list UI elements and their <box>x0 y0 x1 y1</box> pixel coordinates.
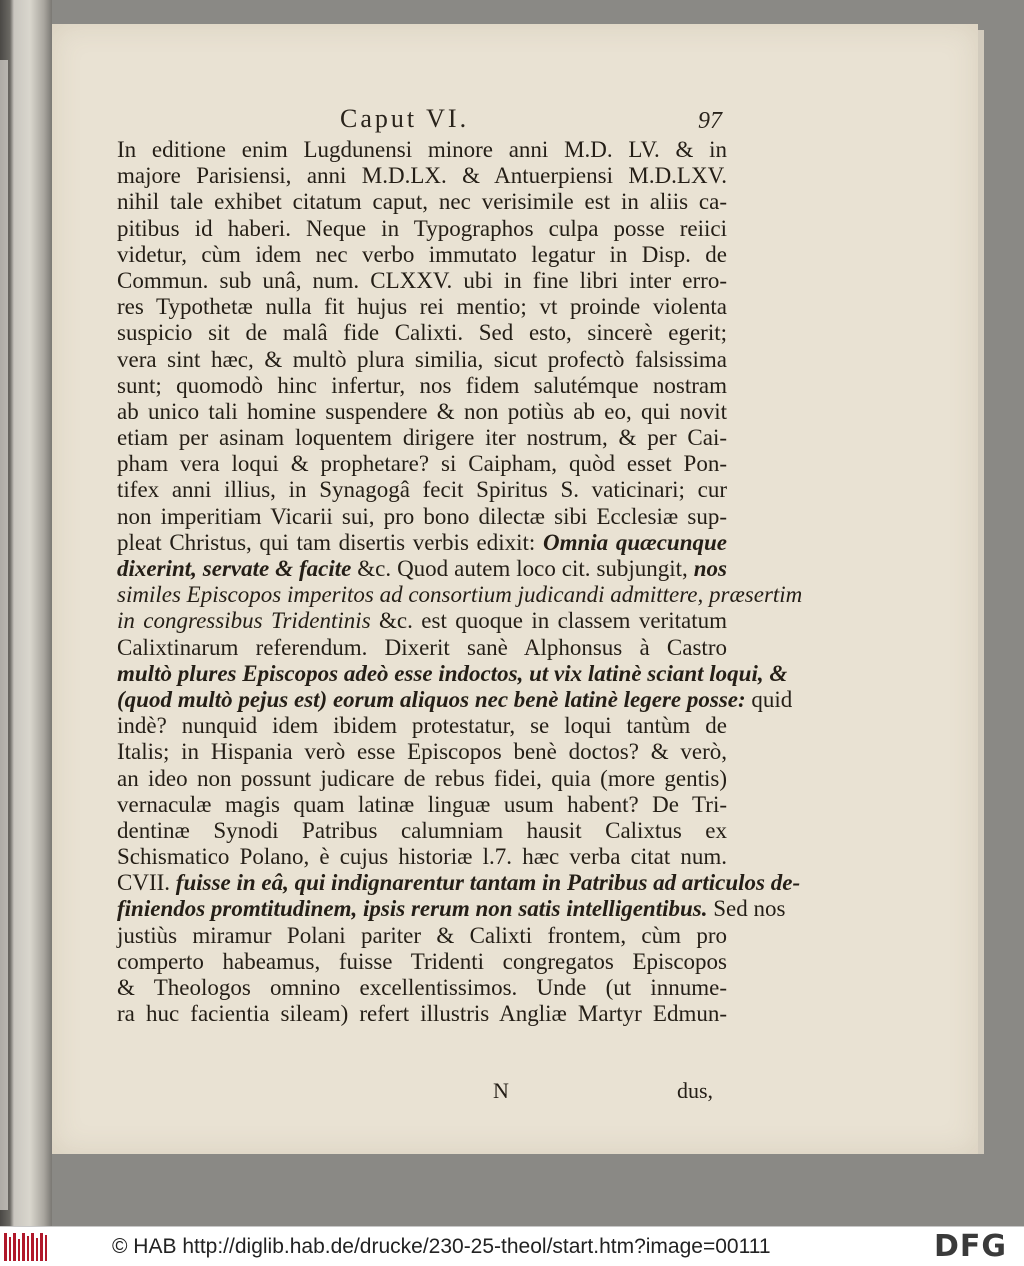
previous-page-strip <box>0 60 8 1210</box>
italic-quote: dixerint, servate & facite <box>117 556 352 581</box>
text-span: &c. Quod autem loco cit. subjungit, <box>357 556 688 581</box>
text-line: & Theologos omnino excellentissimos. Unde (ut innume- <box>117 975 727 1000</box>
text-line-italic: multò plures Episcopos adeò esse indoctos, ut vix latinè sciant loqui, & <box>117 660 788 686</box>
text-span: &c. est quoque in classem veritatum <box>379 608 727 634</box>
text-span: CVII. <box>117 870 171 896</box>
text-line: nihil tale exhibet citatum caput, nec verisimile est in aliis ca- <box>117 189 727 215</box>
text-line: indè? nunquid idem ibidem protestatur, se loqui tantùm de <box>117 713 727 739</box>
text-line: tifex anni illius, in Synagogâ fecit Spiritus S. vaticinari; cur <box>117 477 727 503</box>
text-line: suspicio sit de malâ fide Calixti. Sed esto, sincerè egerit; <box>117 320 727 346</box>
text-line <box>117 530 727 556</box>
text-line: Calixtinarum referendum. Dixerit sanè Alphonsus à Castro <box>117 634 727 660</box>
italic-quote: (quod multò pejus est) eorum aliquos nec benè latinè legere posse: <box>117 686 746 712</box>
text-line <box>117 686 793 713</box>
hab-barcode-logo-icon <box>4 1233 48 1261</box>
italic-quote: in congressibus Tridentinis <box>117 608 371 634</box>
italic-quote: finiendos promtitudinem, ipsis rerum non satis intelligentibus. <box>117 896 708 922</box>
text-span: pleat Christus, qui tam disertis verbis edixit: <box>117 529 536 555</box>
text-line: Schismatico Polano, è cujus historiæ l.7. hæc verba citat num. <box>117 844 727 870</box>
text-line: res Typothetæ nulla fit hujus rei mentio; vt proinde violenta <box>117 294 727 320</box>
text-line: comperto habeamus, fuisse Tridenti congregatos Episcopos <box>117 948 727 974</box>
text-line: pitibus id haberi. Neque in Typographos culpa posse reiici <box>117 215 727 241</box>
text-line: ab unico tali homine suspendere & non potiùs ab eo, qui novit <box>117 398 727 424</box>
catchword: dus, <box>677 1078 714 1103</box>
running-head: Caput VI. <box>340 104 470 133</box>
text-line: ra huc facientia sileam) refert illustris Angliæ Martyr Edmun- <box>117 1001 727 1027</box>
text-line: majore Parisiensi, anni M.D.LX. & Antuerpiensi M.D.LXV. <box>117 163 727 189</box>
text-line: non imperitiam Vicarii sui, pro bono dilectæ sibi Ecclesiæ sup- <box>117 503 727 529</box>
text-line: videtur, cùm idem nec verbo immutato legatur in Disp. de <box>117 241 727 267</box>
text-line: Italis; in Hispania verò esse Episcopos benè doctos? & verò, <box>117 739 727 765</box>
italic-quote: Omnia quæcunque <box>542 529 728 555</box>
text-line <box>117 870 801 896</box>
text-line <box>117 608 727 634</box>
citation-link[interactable]: © HAB http://diglib.hab.de/drucke/230-25-theol/start.htm?image=00111 <box>112 1235 771 1258</box>
text-line: In editione enim Lugdunensi minore anni M.D. LV. & in <box>117 137 727 162</box>
scan-background <box>52 1155 1024 1225</box>
text-line: etiam per asinam loquentem dirigere iter nostrum, & per Cai- <box>117 425 727 451</box>
text-line: Commun. sub unâ, num. CLXXV. ubi in fine libri inter erro- <box>117 267 727 293</box>
signature-mark: N <box>493 1078 509 1103</box>
text-line: sunt; quomodò hinc infertur, nos fidem salutémque nostram <box>117 372 727 398</box>
body-text <box>117 137 803 1027</box>
page-edge <box>978 30 984 1154</box>
text-line-italic: similes Episcopos imperitos ad consortium judicandi admittere, præsertim <box>117 582 803 608</box>
text-span: Sed nos <box>713 896 786 922</box>
text-line <box>117 556 727 582</box>
text-line: dentinæ Synodi Patribus calumniam hausit Calixtus ex <box>117 817 727 843</box>
text-line: justiùs miramur Polani pariter & Calixti frontem, cùm pro <box>117 922 727 948</box>
text-line: pham vera loqui & prophetare? si Caipham, quòd esset Pon- <box>117 451 727 477</box>
text-line: vernaculæ magis quam latinæ linguæ usum habent? De Tri- <box>117 791 727 817</box>
viewer-footer <box>0 1226 1024 1266</box>
text-line <box>117 896 786 922</box>
page-number: 97 <box>698 108 722 134</box>
text-line: vera sint hæc, & multò plura similia, sicut profectò falsissima <box>117 346 727 372</box>
text-line: an ideo non possunt judicare de rebus fidei, quia (more gentis) <box>117 765 727 791</box>
italic-quote: fuisse in eâ, qui indignarentur tantam in Patribus ad articulos de- <box>175 870 801 896</box>
italic-quote: nos <box>693 556 727 581</box>
text-span: quid <box>751 686 793 712</box>
dfg-logo: DFG <box>934 1229 1008 1264</box>
